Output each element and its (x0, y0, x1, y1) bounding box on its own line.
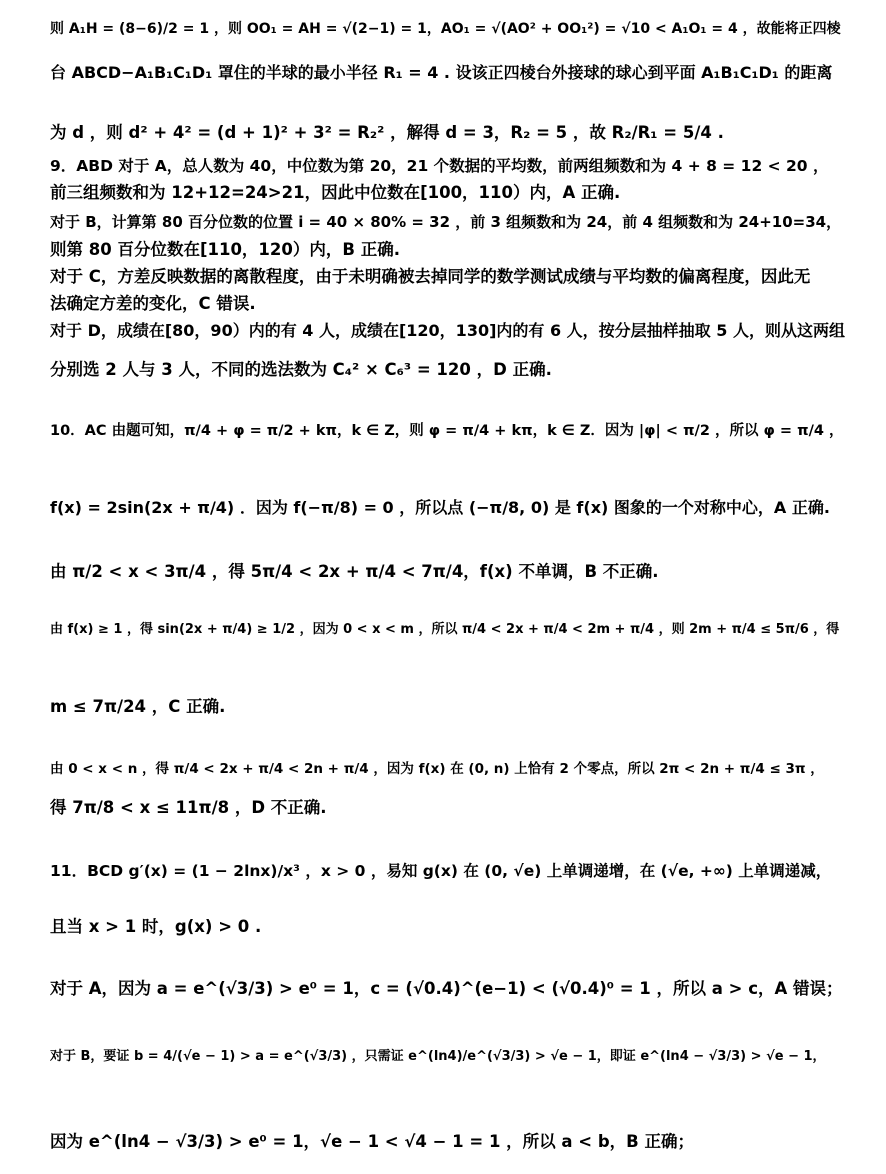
solution-line: 对于 B，计算第 80 百分位数的位置 i = 40 × 80% = 32 ，前 3 组频数和为 24，前 4 组频数和为 24+10=34， (50, 213, 842, 231)
solution-line: f(x) = 2sin(2x + π/4) ．因为 f(−π/8) = 0 ，所以点 (−π/8, 0) 是 f(x) 图象的一个对称中心，A 正确. (50, 498, 830, 517)
solution-line: 分别选 2 人与 3 人，不同的选法数为 C₄² × C₆³ = 120 ，D 正确. (50, 360, 552, 379)
solution-line: m ≤ 7π/24 ，C 正确. (50, 697, 226, 716)
solution-line: 由 f(x) ≥ 1 ，得 sin(2x + π/4) ≥ 1/2 ，因为 0 < x < m ，所以 π/4 < 2x + π/4 < 2m + π/4 ，则 2m + π/4 ≤ 5π/6 ，得 (50, 622, 840, 637)
solution-line: 10．AC 由题可知，π/4 + φ = π/2 + kπ，k ∈ Z，则 φ = π/4 + kπ，k ∈ Z．因为 |φ| < π/2 ，所以 φ = π/4 ， (50, 423, 844, 439)
solution-line: 由 0 < x < n ，得 π/4 < 2x + π/4 < 2n + π/4 ，因为 f(x) 在 (0, n) 上恰有 2 个零点，所以 2π < 2n + π/4 ≤ 3π ， (50, 761, 824, 777)
solution-line: 且当 x > 1 时，g(x) > 0 . (50, 917, 262, 936)
solution-line: 由 π/2 < x < 3π/4 ，得 5π/4 < 2x + π/4 < 7π/4，f(x) 不单调，B 不正确. (50, 562, 659, 581)
solution-line: 11．BCD g′(x) = (1 − 2lnx)/x³ ，x > 0 ，易知 g(x) 在 (0, √e) 上单调递增，在 (√e, +∞) 上单调递减， (50, 862, 832, 880)
solution-line: 对于 C，方差反映数据的离散程度，由于未明确被去掉同学的数学测试成绩与平均数的偏离程度，因此无 (50, 267, 811, 286)
solution-line: 得 7π/8 < x ≤ 11π/8 ，D 不正确. (50, 798, 327, 817)
solution-line: 因为 e^(ln4 − √3/3) > e⁰ = 1，√e − 1 < √4 − 1 = 1 ，所以 a < b，B 正确； (50, 1132, 695, 1151)
solution-line: 对于 B，要证 b = 4/(√e − 1) > a = e^(√3/3) ，只需证 e^(ln4)/e^(√3/3) > √e − 1，即证 e^(ln4 − √3/3) > √e − 1， (50, 1049, 826, 1064)
solution-line: 法确定方差的变化，C 错误. (50, 294, 256, 313)
solution-line: 前三组频数和为 12+12=24>21，因此中位数在[100，110）内，A 正确. (50, 183, 621, 202)
solution-line: 9．ABD 对于 A，总人数为 40，中位数为第 20，21 个数据的平均数，前两组频数和为 4 + 8 = 12 < 20 ， (50, 157, 829, 175)
solution-line: 则 A₁H = (8−6)/2 = 1 ，则 OO₁ = AH = √(2−1) = 1，AO₁ = √(AO² + OO₁²) = √10 < A₁O₁ = 4 ，故能将正四棱 (50, 21, 841, 37)
solution-line: 则第 80 百分位数在[110，120）内，B 正确. (50, 240, 400, 259)
solution-line: 为 d ，则 d² + 4² = (d + 1)² + 3² = R₂² ，解得 d = 3，R₂ = 5 ，故 R₂/R₁ = 5/4 . (50, 123, 724, 142)
solution-line: 对于 D，成绩在[80，90）内的有 4 人，成绩在[120，130]内的有 6 人，按分层抽样抽取 5 人，则从这两组 (50, 321, 845, 340)
solution-line: 对于 A，因为 a = e^(√3/3) > e⁰ = 1，c = (√0.4)^(e−1) < (√0.4)⁰ = 1 ，所以 a > c，A 错误； (50, 979, 843, 998)
solution-line: 台 ABCD−A₁B₁C₁D₁ 罩住的半球的最小半径 R₁ = 4 . 设该正四棱台外接球的球心到平面 A₁B₁C₁D₁ 的距离 (50, 63, 833, 82)
